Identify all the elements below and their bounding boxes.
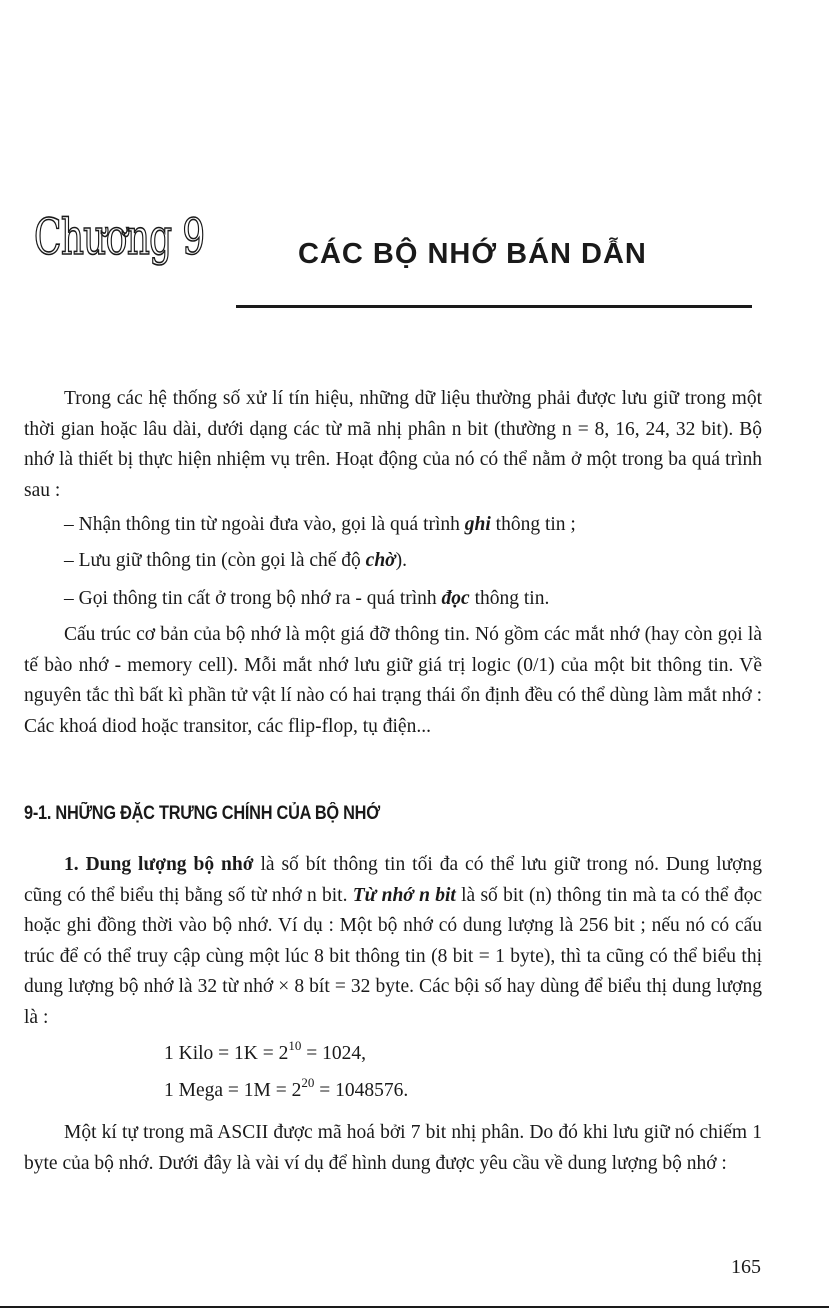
structure-paragraph: Cấu trúc cơ bản của bộ nhớ là một giá đỡ thông tin. Nó gồm các mắt nhớ (hay còn gọi là tế bào nhớ - memory cell). Mỗi mắt nhớ lưu giữ giá trị logic (0/1) của một bit thông tin. Về nguyên tắc thì bất kì phần tử vật lí nào có hai trạng thái ổn định đều có thể dùng làm mắt nhớ : Các khoá diod hoặc transitor, các flip-flop, tụ điện... (24, 624, 762, 737)
bullet-standby: – Lưu giữ thông tin (còn gọi là chế độ chờ). (64, 550, 408, 571)
bullet-read: – Gọi thông tin cất ở trong bộ nhớ ra - quá trình đọc thông tin. (64, 588, 550, 609)
chapter-label: Chương 9 (34, 208, 205, 266)
formula-kilo: 1 Kilo = $1K = 2^{10} = 1024$, (164, 1038, 366, 1064)
ascii-paragraph: Một kí tự trong mã ASCII được mã hoá bởi 7 bit nhị phân. Do đó khi lưu giữ nó chiếm 1 byte của bộ nhớ. Dưới đây là vài ví dụ để hình dung được yêu cầu về dung lượng bộ nhớ : (24, 1122, 762, 1174)
chapter-title: CÁC BỘ NHỚ BÁN DẪN (298, 238, 647, 270)
title-underline (236, 305, 752, 308)
page-number: 165 (731, 1256, 761, 1278)
intro-paragraph: Trong các hệ thống số xử lí tín hiệu, những dữ liệu thường phải được lưu giữ trong một thời gian hoặc lâu dài, dưới dạng các từ mã nhị phân n bit (thường n = 8, 16, 24, 32 bit). Bộ nhớ là thiết bị thực hiện nhiệm vụ trên. Hoạt động của nó có thể nằm ở một trong ba quá trình sau : (24, 388, 762, 501)
section-heading: 9-1. NHỮNG ĐẶC TRƯNG CHÍNH CỦA BỘ NHỚ (24, 803, 380, 824)
bottom-border (0, 1306, 829, 1308)
capacity-paragraph: 1. Dung lượng bộ nhớ là số bít thông tin tối đa có thể lưu giữ trong nó. Dung lượng cũng có thể biểu thị bằng số từ nhớ n bit. Từ nhớ n bit là số bit (n) thông tin mà ta có thể đọc hoặc ghi đồng thời vào bộ nhớ. Ví dụ : Một bộ nhớ có dung lượng là 256 bit ; nếu nó có cấu trúc để có thể truy cập cùng một lúc 8 bit thông tin (8 bit = 1 byte), thì ta cũng có thể biểu thị dung lượng bộ nhớ là 32 từ nhớ × 8 bít = 32 byte. Các bội số hay dùng để biểu thị dung lượng là : (24, 854, 763, 1028)
bullet-write: – Nhận thông tin từ ngoài đưa vào, gọi là quá trình ghi thông tin ; (64, 514, 576, 535)
formula-mega: 1 Mega = $1M = 2^{20} = 1048576$. (164, 1075, 409, 1101)
